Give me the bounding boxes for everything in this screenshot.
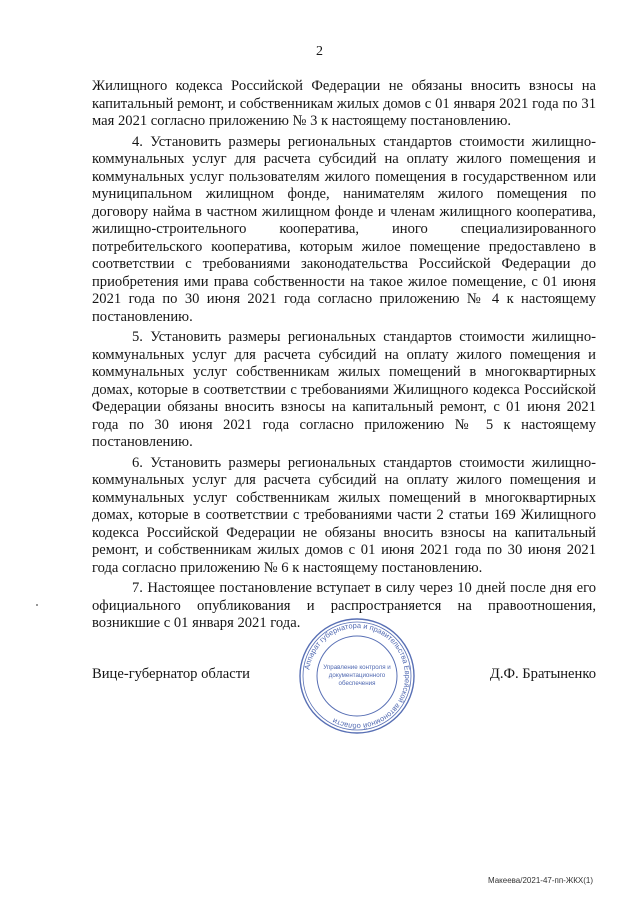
paragraph-item-4: 4. Установить размеры региональных стандартов стоимости жилищно-коммунальных услуг для расчета субсидий на оплату жилого помещения и коммунальных услуг пользователям жилого помещения в государственном или муниципальном жилищном фонде, нанимателям жилого помещения по договору найма в частном жилищном фонде и членам жилищного кооператива, жилищно-строительного кооператива, иного специализированного потребительского кооператива, которым жилое помещение предоставлено в соответствии с требованиями законодательства Российской Федерации до приобретения ими права собственности на такое жилое помещение, с 01 июня 2021 года по 30 июня 2021 года согласно приложению № 4 к настоящему постановлению. [92,133,596,325]
seal-center-line-1: Управление контроля и [323,664,391,671]
official-seal-stamp [297,616,417,736]
paragraph-item-5: 5. Установить размеры региональных стандартов стоимости жилищно-коммунальных услуг для расчета субсидий на оплату жилого помещения и коммунальных услуг собственникам жилых помещений в многоквартирных домах, которые в соответствии с требованиями Жилищного кодекса Российской Федерации обязаны вносить взносы на капитальный ремонт, с 01 июня 2021 года по 30 июня 2021 года согласно приложению № 5 к настоящему постановлению. [92,329,596,450]
seal-center-line-3: обеспечения [338,680,376,687]
seal-center-line-2: документационного [328,672,386,679]
document-reference: Макеева/2021-47-пп-ЖКХ(1) [487,876,593,885]
signatory-position: Вице-губернатор области [92,666,250,682]
scan-speck [36,604,38,606]
document-body [92,78,596,633]
paragraph-item-6: 6. Установить размеры региональных стандартов стоимости жилищно-коммунальных услуг для расчета субсидий на оплату жилого помещения и коммунальных услуг собственникам жилых помещений в многоквартирных домах, которые в соответствии с требованиями части 2 статьи 169 Жилищного кодекса Российской Федерации не обязаны вносить взносы на капитальный ремонт, и собственникам жилых домов с 01 июня 2021 года по 30 июня 2021 года согласно приложению № 6 к настоящему постановлению. [92,454,596,576]
paragraph-continuation: Жилищного кодекса Российской Федерации не обязаны вносить взносы на капитальный ремонт, и собственникам жилых домов с 01 января 2021 года по 31 мая 2021 согласно приложению № 3 к настоящему постановлению. [92,78,596,129]
signatory-name: Д.Ф. Братыненко [489,666,596,682]
page-number: 2 [316,44,323,59]
seal-ring-text: Аппарат губернатора и правительства Еврейской автономной области [302,620,413,732]
paragraph-item-7: 7. Настоящее постановление вступает в силу через 10 дней после дня его официального опубликования и распространяется на правоотношения, возникшие с 01 января 2021 года. [92,580,596,631]
